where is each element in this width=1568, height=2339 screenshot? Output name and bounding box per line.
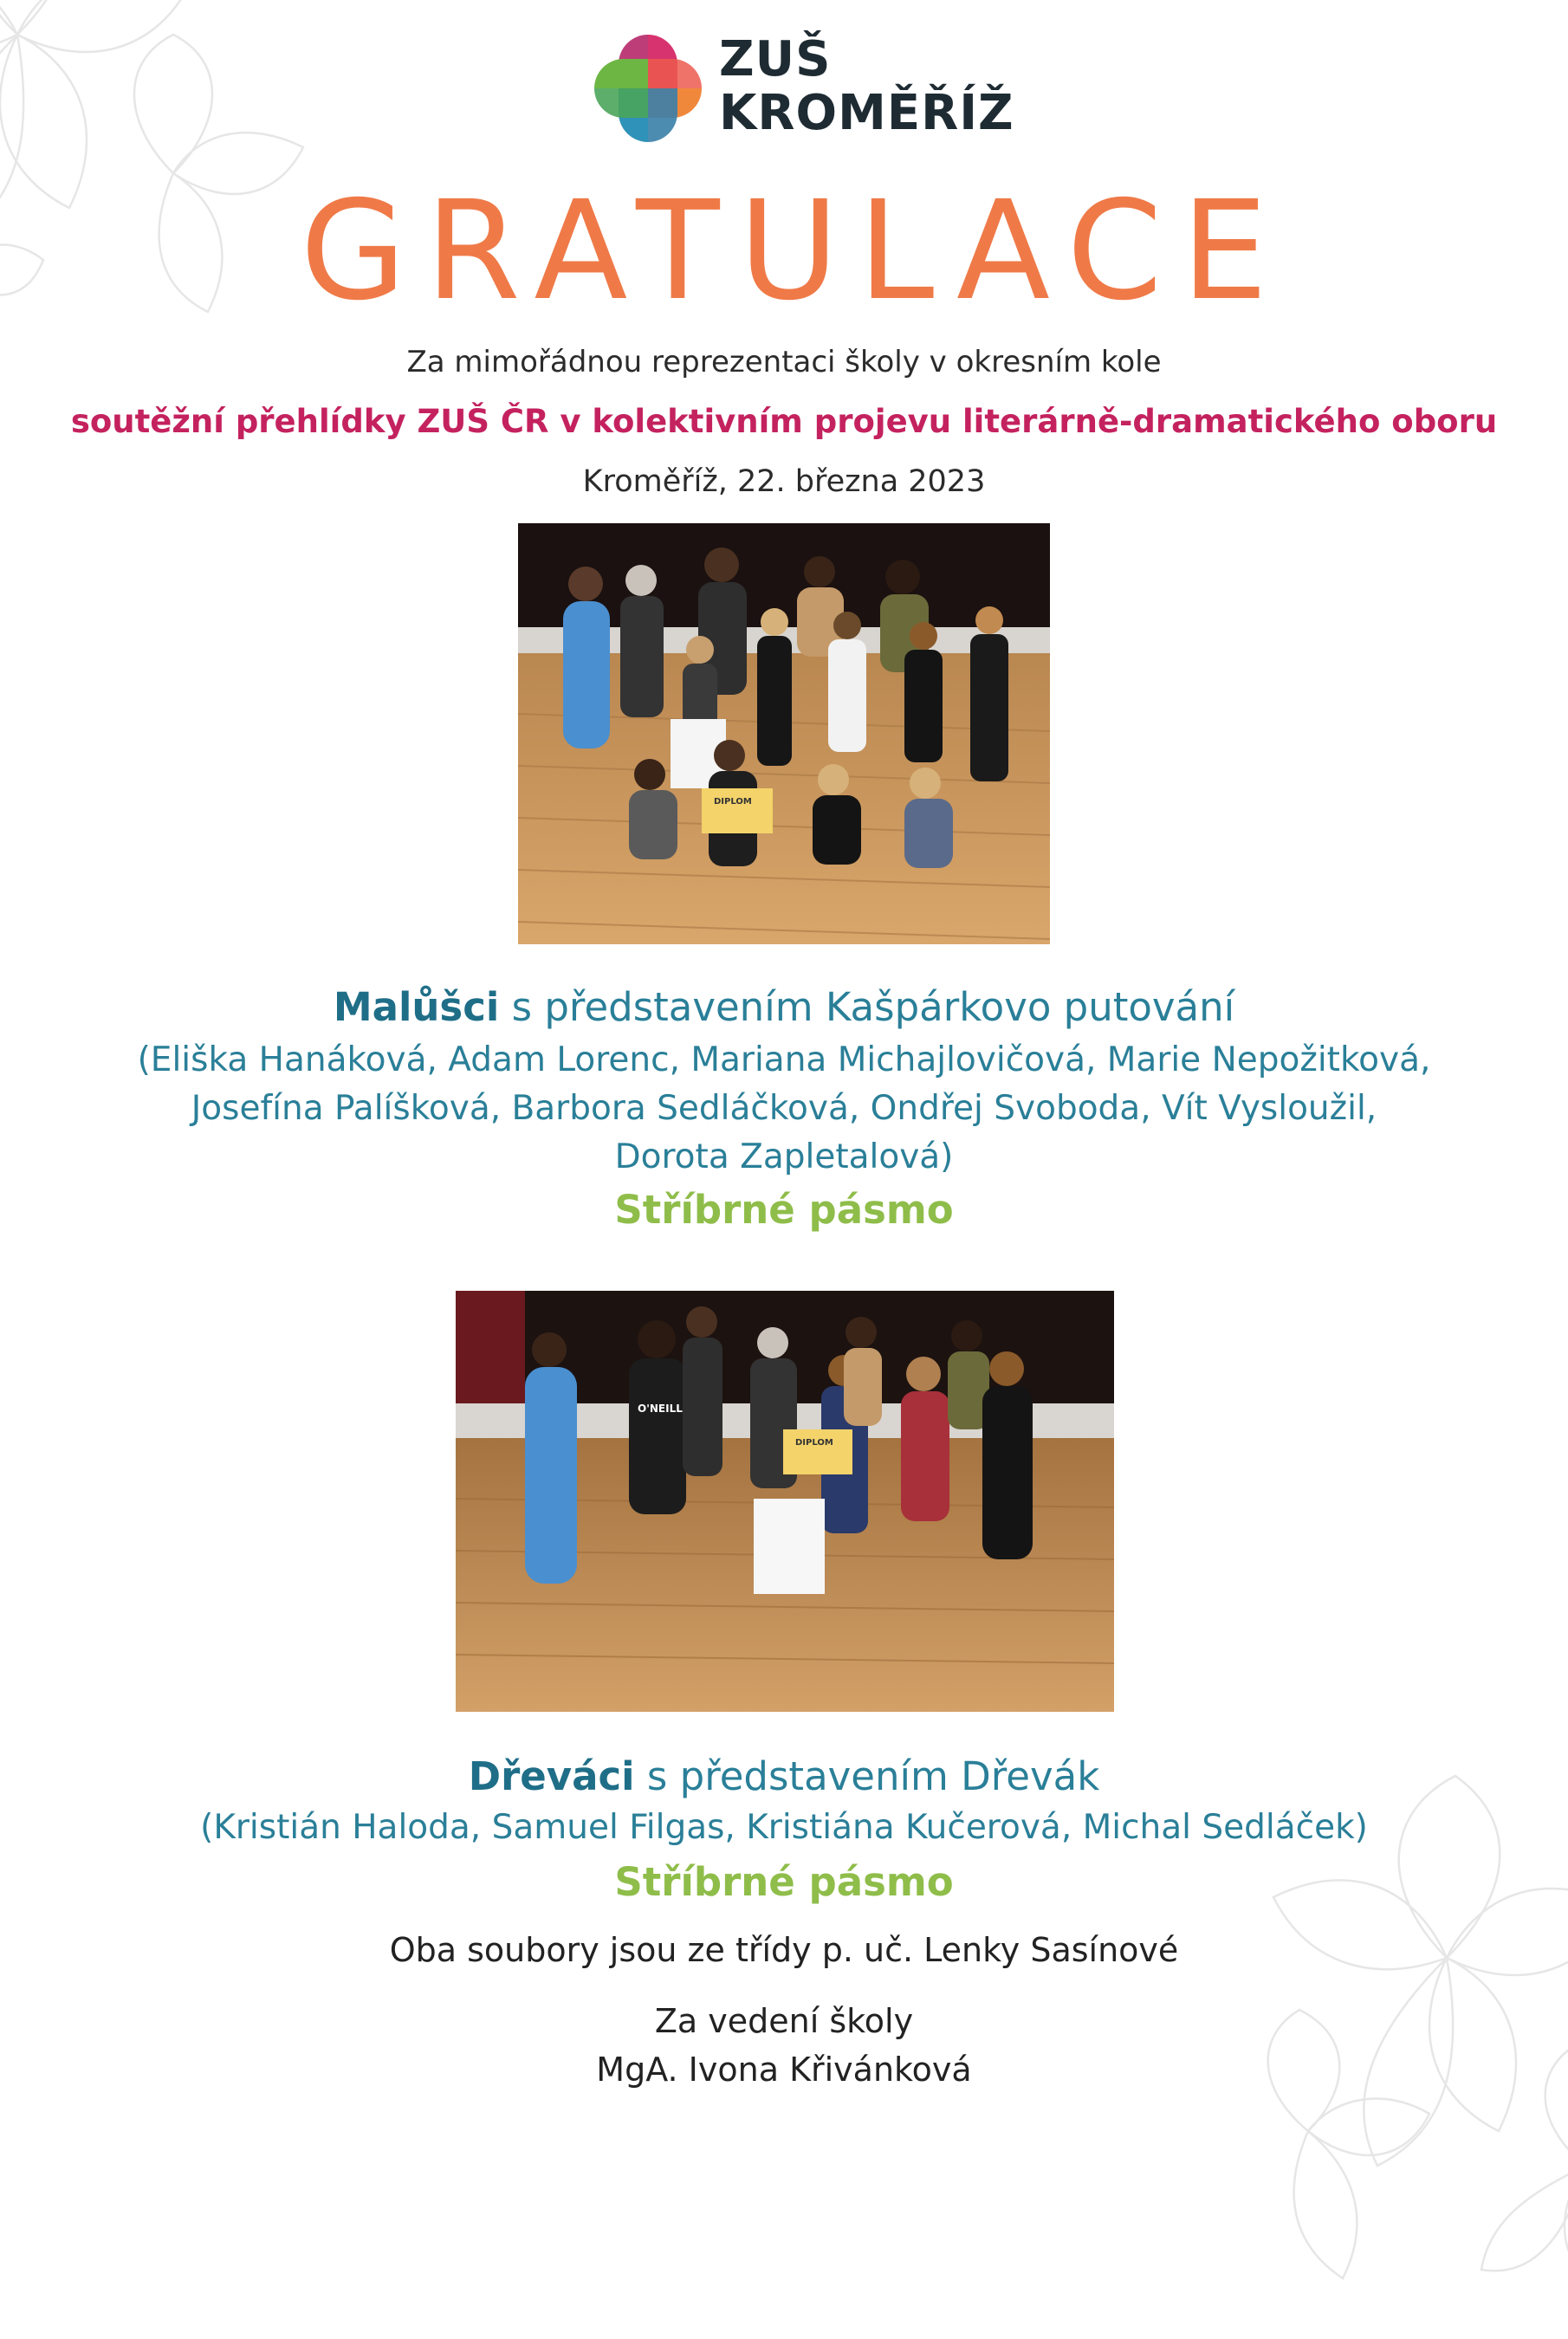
logo-line1: ZUŠ xyxy=(719,31,832,87)
page-title: GRATULACE xyxy=(300,172,1287,331)
members-line: (Eliška Hanáková, Adam Lorenc, Mariana Michajlovičová, Marie Nepožitková, xyxy=(137,1040,1431,1079)
ensemble-drevaci-play: s představením Dřevák xyxy=(634,1753,1100,1799)
ensemble-malusci-members xyxy=(0,1036,1568,1182)
ensemble-drevaci-heading xyxy=(0,1752,1568,1802)
logo-wordmark xyxy=(719,33,1014,140)
group-photo-malusci xyxy=(518,523,1050,944)
award-drevaci: Stříbrné pásmo xyxy=(614,1859,954,1905)
signature-title: Za vedení školy xyxy=(654,2002,914,2040)
ensemble-malusci-play: s představením Kašpárkovo putování xyxy=(499,984,1235,1030)
members-line: (Kristián Haloda, Samuel Filgas, Kristiána Kučerová, Michal Sedláček) xyxy=(200,1808,1368,1847)
diploma-label: DIPLOM xyxy=(795,1438,833,1448)
ensemble-drevaci-members xyxy=(0,1804,1568,1852)
competition-text: soutěžní přehlídky ZUŠ ČR v kolektivním projevu literárně-dramatického oboru xyxy=(70,403,1498,440)
award-malusci: Stříbrné pásmo xyxy=(614,1187,954,1233)
logo-line2: KROMĚŘÍŽ xyxy=(719,85,1014,141)
members-line: Dorota Zapletalová) xyxy=(614,1137,954,1176)
teacher-note: Oba soubory jsou ze třídy p. uč. Lenky Sasínové xyxy=(389,1931,1179,1969)
intro-text: Za mimořádnou reprezentaci školy v okresním kole xyxy=(406,345,1162,379)
ensemble-malusci-heading xyxy=(0,982,1568,1033)
ensemble-drevaci-name: Dřeváci xyxy=(468,1753,635,1799)
ensemble-malusci-name: Malůšci xyxy=(333,984,500,1030)
school-logo xyxy=(587,28,1014,149)
shirt-print: O'NEILL xyxy=(638,1403,683,1415)
group-photo-drevaci xyxy=(456,1291,1114,1712)
flower-logo-icon xyxy=(587,28,709,149)
signature-name: MgA. Ivona Křivánková xyxy=(596,2051,972,2089)
members-line: Josefína Palíšková, Barbora Sedláčková, Ondřej Svoboda, Vít Vysloužil, xyxy=(191,1089,1377,1128)
event-date: Kroměříž, 22. března 2023 xyxy=(582,464,986,499)
diploma-label: DIPLOM xyxy=(714,797,752,807)
